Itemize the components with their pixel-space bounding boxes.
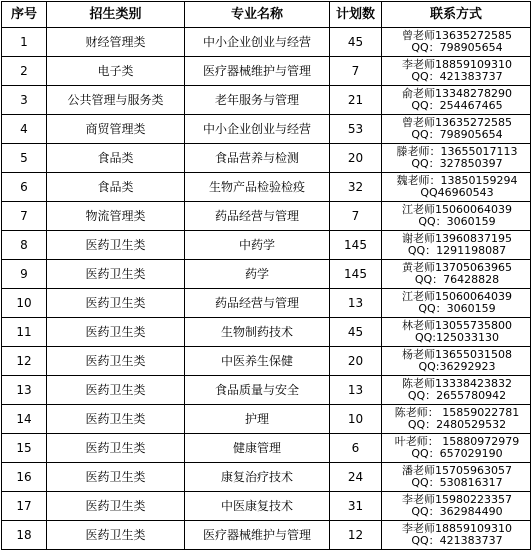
cell-contact <box>382 115 531 144</box>
table-row <box>2 231 531 260</box>
cell-major: 康复治疗技术 <box>185 463 330 492</box>
cell-index: 8 <box>2 231 47 260</box>
cell-contact <box>382 173 531 202</box>
cell-contact <box>382 28 531 57</box>
cell-contact <box>382 318 531 347</box>
cell-plan: 24 <box>330 463 382 492</box>
cell-category: 公共管理与服务类 <box>47 86 185 115</box>
header-major: 专业名称 <box>185 2 330 28</box>
cell-index: 13 <box>2 376 47 405</box>
contact-phone: 杨老师13655031508 <box>402 348 512 361</box>
cell-contact <box>382 231 531 260</box>
cell-major: 生物产品检验检疫 <box>185 173 330 202</box>
cell-plan: 20 <box>330 347 382 376</box>
cell-category: 医药卫生类 <box>47 289 185 318</box>
cell-index: 14 <box>2 405 47 434</box>
table-row <box>2 376 531 405</box>
contact-qq: QQ：3060159 <box>418 215 496 228</box>
table-row <box>2 115 531 144</box>
cell-category: 医药卫生类 <box>47 492 185 521</box>
contact-phone: 叶老师： 15880972979 <box>394 435 520 448</box>
cell-contact <box>382 434 531 463</box>
cell-plan: 145 <box>330 260 382 289</box>
cell-contact <box>382 376 531 405</box>
cell-major: 食品营养与检测 <box>185 144 330 173</box>
contact-phone: 曾老师13635272585 <box>402 29 512 42</box>
cell-index: 4 <box>2 115 47 144</box>
header-category: 招生类别 <box>47 2 185 28</box>
contact-phone: 林老师13055735800 <box>402 319 512 332</box>
cell-plan: 53 <box>330 115 382 144</box>
cell-contact <box>382 347 531 376</box>
cell-plan: 21 <box>330 86 382 115</box>
contact-qq: QQ：2480529532 <box>407 418 507 431</box>
cell-contact <box>382 521 531 550</box>
cell-index: 3 <box>2 86 47 115</box>
cell-index: 1 <box>2 28 47 57</box>
table-row <box>2 434 531 463</box>
cell-plan: 32 <box>330 173 382 202</box>
cell-index: 10 <box>2 289 47 318</box>
table-row <box>2 86 531 115</box>
contact-phone: 李老师15980223357 <box>402 493 512 506</box>
cell-contact <box>382 260 531 289</box>
cell-plan: 7 <box>330 57 382 86</box>
cell-index: 9 <box>2 260 47 289</box>
cell-contact <box>382 463 531 492</box>
cell-plan: 13 <box>330 289 382 318</box>
cell-plan: 45 <box>330 318 382 347</box>
cell-contact <box>382 57 531 86</box>
cell-major: 药品经营与管理 <box>185 289 330 318</box>
contact-phone: 滕老师：13655017113 <box>396 145 518 158</box>
contact-qq: QQ：254467465 <box>411 99 503 112</box>
cell-plan: 20 <box>330 144 382 173</box>
contact-phone: 谢老师13960837195 <box>402 232 512 245</box>
table-row <box>2 57 531 86</box>
cell-index: 16 <box>2 463 47 492</box>
cell-index: 6 <box>2 173 47 202</box>
cell-index: 2 <box>2 57 47 86</box>
cell-major: 医疗器械维护与管理 <box>185 521 330 550</box>
contact-qq: QQ：2655780942 <box>407 389 507 402</box>
table-row <box>2 260 531 289</box>
cell-category: 医药卫生类 <box>47 347 185 376</box>
contact-qq: QQ：3060159 <box>418 302 496 315</box>
cell-contact <box>382 144 531 173</box>
table-row <box>2 521 531 550</box>
cell-category: 财经管理类 <box>47 28 185 57</box>
cell-category: 医药卫生类 <box>47 260 185 289</box>
cell-plan: 145 <box>330 231 382 260</box>
cell-major: 食品质量与安全 <box>185 376 330 405</box>
table-row <box>2 28 531 57</box>
contact-phone: 黄老师13705063965 <box>402 261 512 274</box>
cell-category: 医药卫生类 <box>47 521 185 550</box>
cell-plan: 7 <box>330 202 382 231</box>
cell-plan: 31 <box>330 492 382 521</box>
table-row <box>2 492 531 521</box>
contact-qq: QQ：421383737 <box>411 534 503 547</box>
contact-phone: 曾老师13635272585 <box>402 116 512 129</box>
contact-qq: QQ：327850397 <box>411 157 503 170</box>
cell-category: 医药卫生类 <box>47 318 185 347</box>
contact-qq: QQ：657029190 <box>411 447 503 460</box>
cell-category: 电子类 <box>47 57 185 86</box>
cell-category: 物流管理类 <box>47 202 185 231</box>
cell-major: 药品经营与管理 <box>185 202 330 231</box>
table-header-row <box>2 2 531 28</box>
cell-category: 医药卫生类 <box>47 463 185 492</box>
cell-plan: 13 <box>330 376 382 405</box>
header-contact: 联系方式 <box>382 2 531 28</box>
cell-category: 医药卫生类 <box>47 434 185 463</box>
cell-contact <box>382 86 531 115</box>
contact-qq: QQ：76428828 <box>414 273 500 286</box>
contact-phone: 陈老师13338423832 <box>402 377 512 390</box>
cell-category: 食品类 <box>47 173 185 202</box>
cell-plan: 10 <box>330 405 382 434</box>
cell-major: 中小企业创业与经营 <box>185 28 330 57</box>
cell-major: 生物制药技术 <box>185 318 330 347</box>
cell-major: 健康管理 <box>185 434 330 463</box>
cell-index: 12 <box>2 347 47 376</box>
table-row <box>2 405 531 434</box>
contact-qq: QQ:125033130 <box>414 331 499 344</box>
table-body <box>2 28 531 550</box>
contact-qq: QQ:36292923 <box>418 360 496 373</box>
cell-contact <box>382 289 531 318</box>
cell-major: 医疗器械维护与管理 <box>185 57 330 86</box>
contact-qq: QQ：1291198087 <box>407 244 507 257</box>
cell-plan: 6 <box>330 434 382 463</box>
contact-qq: QQ：798905654 <box>411 41 503 54</box>
cell-category: 商贸管理类 <box>47 115 185 144</box>
contact-qq: QQ：421383737 <box>411 70 503 83</box>
contact-phone: 魏老师：13850159294 <box>396 174 518 187</box>
cell-major: 中医养生保健 <box>185 347 330 376</box>
cell-major: 护理 <box>185 405 330 434</box>
cell-contact <box>382 492 531 521</box>
contact-phone: 江老师15060064039 <box>402 290 512 303</box>
cell-contact <box>382 405 531 434</box>
header-plan: 计划数 <box>330 2 382 28</box>
contact-qq: QQ46960543 <box>420 186 494 199</box>
table-row <box>2 144 531 173</box>
table-row <box>2 202 531 231</box>
contact-phone: 俞老师13348278290 <box>402 87 512 100</box>
cell-plan: 12 <box>330 521 382 550</box>
cell-category: 医药卫生类 <box>47 405 185 434</box>
cell-major: 中药学 <box>185 231 330 260</box>
cell-major: 中医康复技术 <box>185 492 330 521</box>
cell-index: 11 <box>2 318 47 347</box>
contact-phone: 李老师18859109310 <box>402 58 512 71</box>
cell-index: 17 <box>2 492 47 521</box>
contact-qq: QQ：530816317 <box>411 476 503 489</box>
cell-major: 老年服务与管理 <box>185 86 330 115</box>
cell-major: 中小企业创业与经营 <box>185 115 330 144</box>
table-row <box>2 347 531 376</box>
cell-index: 18 <box>2 521 47 550</box>
cell-category: 医药卫生类 <box>47 376 185 405</box>
table-row <box>2 318 531 347</box>
contact-qq: QQ：798905654 <box>411 128 503 141</box>
cell-plan: 45 <box>330 28 382 57</box>
contact-qq: QQ：362984490 <box>411 505 503 518</box>
cell-category: 食品类 <box>47 144 185 173</box>
contact-phone: 李老师18859109310 <box>402 522 512 535</box>
table-row <box>2 173 531 202</box>
cell-major: 药学 <box>185 260 330 289</box>
cell-index: 15 <box>2 434 47 463</box>
contact-phone: 陈老师： 15859022781 <box>394 406 520 419</box>
cell-contact <box>382 202 531 231</box>
cell-index: 5 <box>2 144 47 173</box>
enrollment-table <box>1 1 531 550</box>
table-row <box>2 289 531 318</box>
table-row <box>2 463 531 492</box>
contact-phone: 江老师15060064039 <box>402 203 512 216</box>
contact-phone: 潘老师15705963057 <box>402 464 512 477</box>
cell-index: 7 <box>2 202 47 231</box>
cell-category: 医药卫生类 <box>47 231 185 260</box>
header-index: 序号 <box>2 2 47 28</box>
